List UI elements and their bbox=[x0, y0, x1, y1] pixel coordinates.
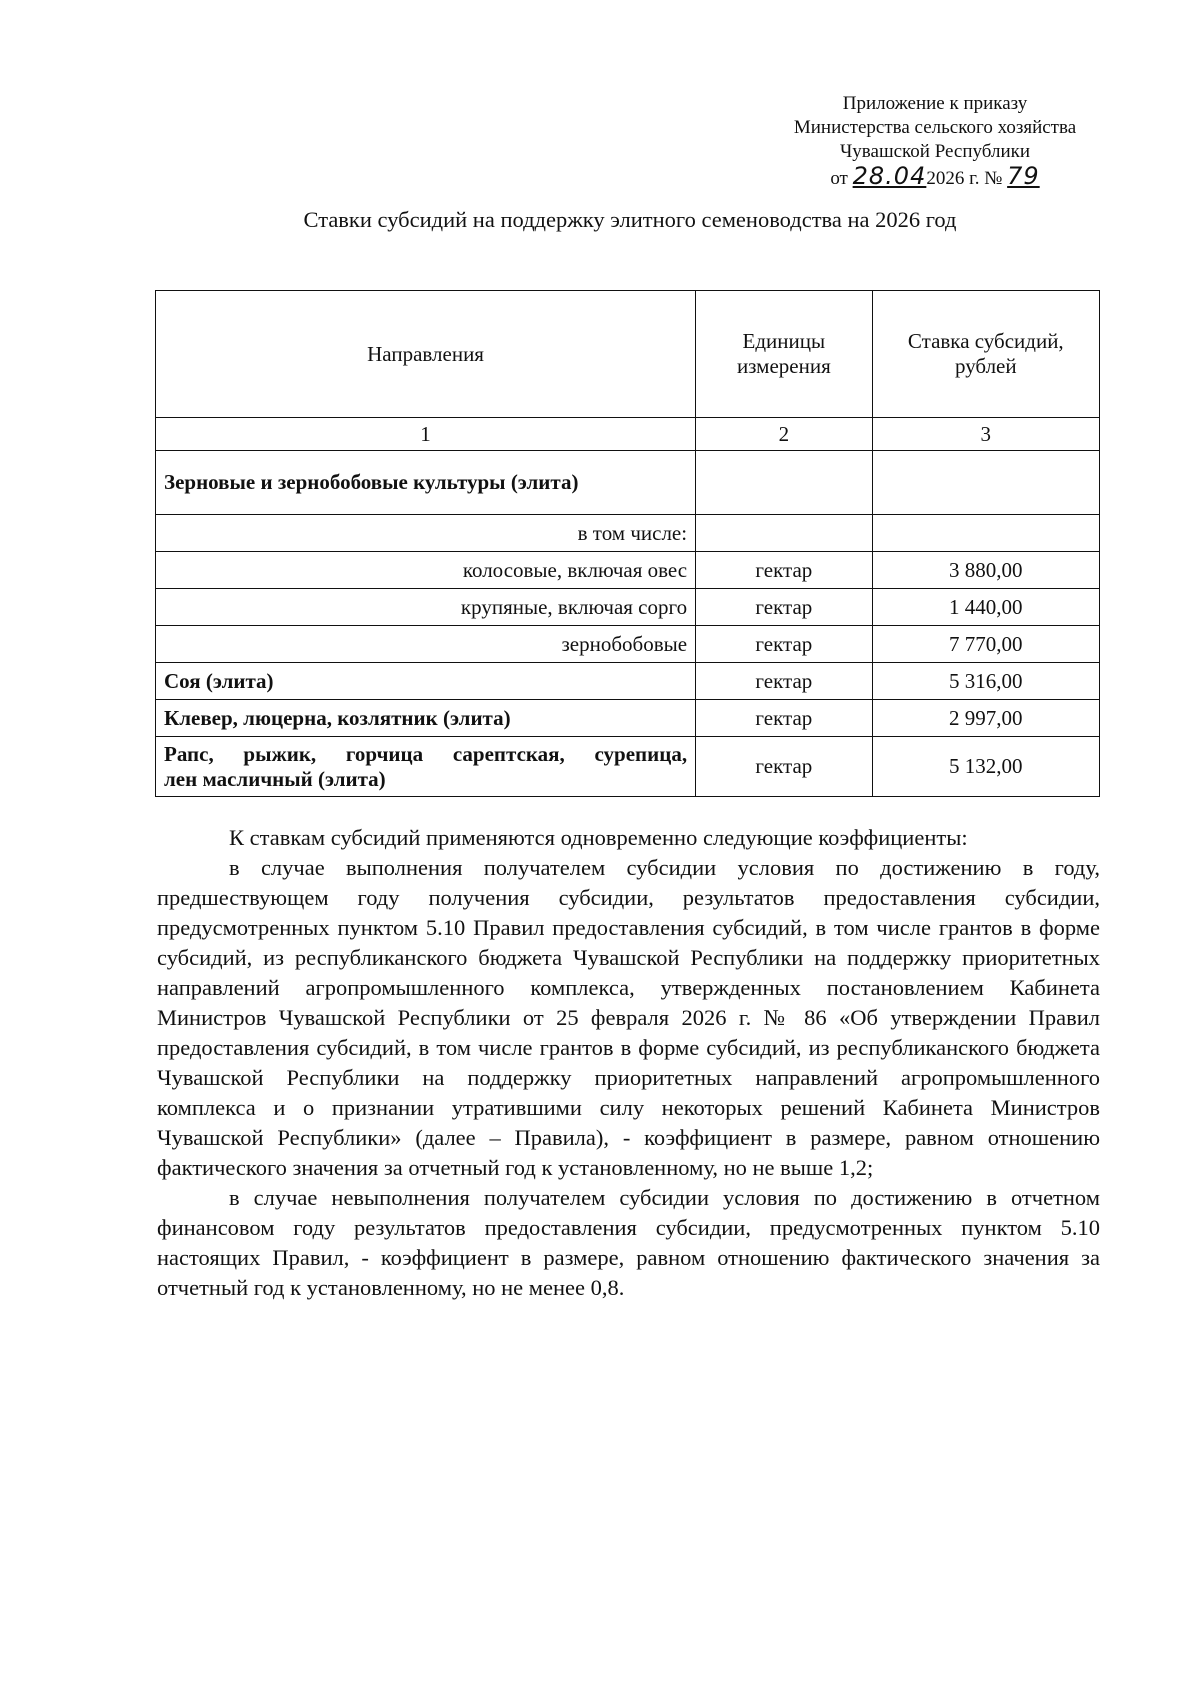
handwritten-order-number: 79 bbox=[1007, 162, 1040, 190]
row-name: колосовые, включая овес bbox=[156, 552, 696, 589]
row-unit: гектар bbox=[696, 552, 873, 589]
row-unit: гектар bbox=[696, 700, 873, 737]
row-rate: 1 440,00 bbox=[872, 589, 1099, 626]
row-name-line-1: Рапс, рыжик, горчица сарептская, сурепица, bbox=[164, 741, 688, 766]
row-name bbox=[156, 737, 696, 797]
table-header-row bbox=[156, 291, 1100, 418]
table-row bbox=[156, 700, 1100, 737]
paragraph-coefficient-down: в случае невыполнения получателем субсидии условия по достижению в отчетном финансовом году результатов предоставления субсидии, предусмотренных пунктом 5.10 настоящих Правил, - коэффициент в размере, равном отношению фактического значения за отчетный год к установленному, но не менее 0,8. bbox=[157, 1185, 1100, 1300]
table-row bbox=[156, 626, 1100, 663]
column-number-row bbox=[156, 418, 1100, 451]
row-name: Зерновые и зернобобовые культуры (элита) bbox=[156, 451, 696, 515]
appendix-line-2: Министерства сельского хозяйства bbox=[793, 117, 1077, 138]
row-rate: 3 880,00 bbox=[872, 552, 1099, 589]
table-row bbox=[156, 515, 1100, 552]
column-number: 1 bbox=[156, 418, 696, 451]
row-name-line-2: лен масличный (элита) bbox=[164, 766, 386, 791]
table-row bbox=[156, 663, 1100, 700]
table-row bbox=[156, 552, 1100, 589]
row-rate: 7 770,00 bbox=[872, 626, 1099, 663]
row-name: Клевер, люцерна, козлятник (элита) bbox=[156, 700, 696, 737]
row-unit: гектар bbox=[696, 663, 873, 700]
row-name: Соя (элита) bbox=[156, 663, 696, 700]
header-directions: Направления bbox=[156, 291, 696, 418]
paragraph-intro: К ставкам субсидий применяются одновременно следующие коэффициенты: bbox=[229, 825, 968, 850]
document-title: Ставки субсидий на поддержку элитного семеноводства на 2026 год bbox=[303, 207, 957, 232]
header-units: Единицы измерения bbox=[696, 291, 873, 418]
column-number: 3 bbox=[872, 418, 1099, 451]
header-rate: Ставка субсидий, рублей bbox=[872, 291, 1099, 418]
appendix-header bbox=[770, 92, 1100, 191]
row-name: зернобобовые bbox=[156, 626, 696, 663]
row-rate: 5 132,00 bbox=[872, 737, 1099, 797]
row-rate bbox=[872, 515, 1099, 552]
table-row bbox=[156, 451, 1100, 515]
date-prefix: от bbox=[830, 168, 848, 189]
appendix-date-line bbox=[770, 164, 1100, 191]
table-row bbox=[156, 589, 1100, 626]
row-unit bbox=[696, 515, 873, 552]
row-name: крупяные, включая сорго bbox=[156, 589, 696, 626]
handwritten-date: 28.04 bbox=[852, 162, 927, 190]
row-rate bbox=[872, 451, 1099, 515]
table-row bbox=[156, 737, 1100, 797]
row-rate: 5 316,00 bbox=[872, 663, 1099, 700]
appendix-line-1: Приложение к приказу bbox=[842, 93, 1028, 114]
row-unit: гектар bbox=[696, 589, 873, 626]
row-unit: гектар bbox=[696, 737, 873, 797]
row-name: в том числе: bbox=[156, 515, 696, 552]
row-unit bbox=[696, 451, 873, 515]
date-year: 2026 г. № bbox=[926, 168, 1003, 189]
column-number: 2 bbox=[696, 418, 873, 451]
body-text bbox=[157, 823, 1100, 1303]
appendix-line-3: Чувашской Республики bbox=[839, 141, 1031, 162]
paragraph-coefficient-up: в случае выполнения получателем субсидии условия по достижению в году, предшествующем году получения субсидии, результатов предоставления субсидии, предусмотренных пунктом 5.10 Правил предоставления субсидий, в том числе грантов в форме субсидий, из республиканского бюджета Чувашской Республики на поддержку приоритетных направлений агропромышленного комплекса, утвержденных постановлением Кабинета Министров Чувашской Республики от 25 февраля 2026 г. № 86 «Об утверждении Правил предоставления субсидий, в том числе грантов в форме субсидий, из республиканского бюджета Чувашской Республики на поддержку приоритетных направлений агропромышленного комплекса и о признании утратившими силу некоторых решений Кабинета Министров Чувашской Республики» (далее – Правила), - коэффициент в размере, равном отношению фактического значения за отчетный год к установленному, но не выше 1,2; bbox=[157, 855, 1100, 1180]
row-unit: гектар bbox=[696, 626, 873, 663]
row-rate: 2 997,00 bbox=[872, 700, 1099, 737]
rates-table bbox=[155, 290, 1100, 797]
